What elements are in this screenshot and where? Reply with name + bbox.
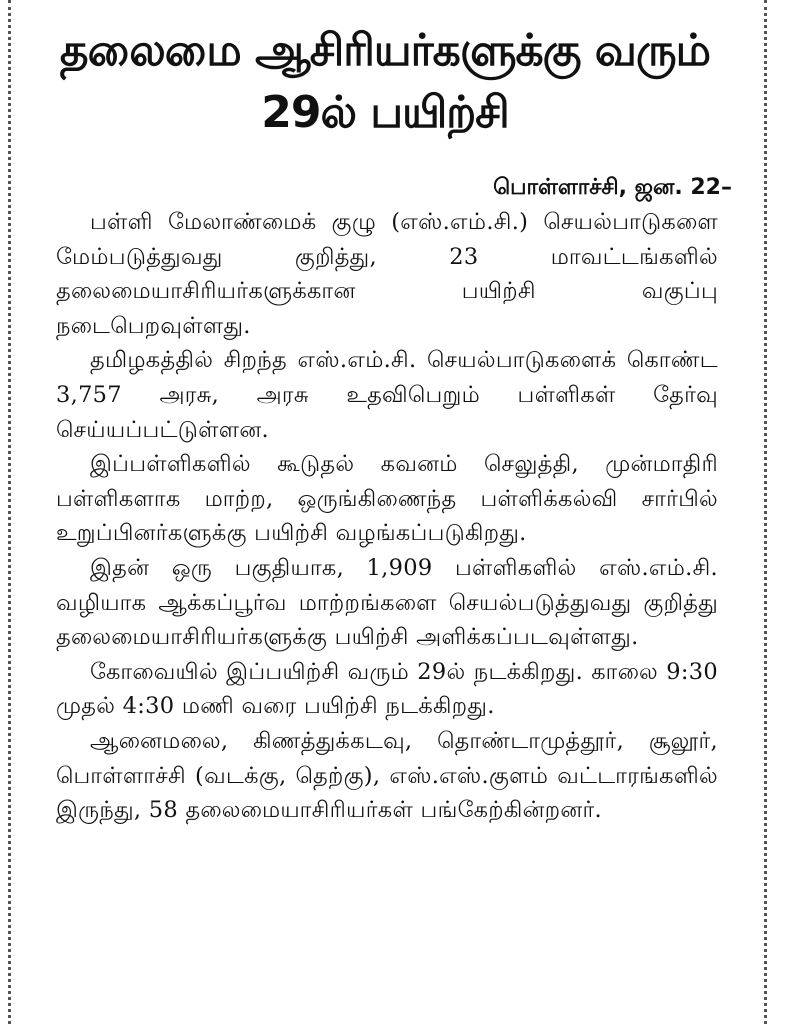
paragraph-6: ஆனைமலை, கிணத்துக்கடவு, தொண்டாமுத்தூர், சூலூர், பொள்ளாச்சி (வடக்கு, தெற்கு), எஸ்.எஸ்.குளம் வட்டாரங்களில் இருந்து, 58 தலைமையாசிரியர்கள் பங்கேற்கின்றனர். [56, 727, 718, 824]
paragraph-2: தமிழகத்தில் சிறந்த எஸ்.எம்.சி. செயல்பாடுகளைக் கொண்ட 3,757 அரசு, அரசு உதவிபெறும் பள்ளிகள் தேர்வு செய்யப்பட்டுள்ளன. [56, 347, 718, 443]
dotted-border-right [764, 0, 767, 1024]
paragraph-3: இப்பள்ளிகளில் கூடுதல் கவனம் செலுத்தி, முன்மாதிரி பள்ளிகளாக மாற்ற, ஒருங்கிணைந்த பள்ளிக்கல்வி சார்பில் உறுப்பினர்களுக்கு பயிற்சி வழங்கப்படுகிறது. [56, 451, 718, 547]
paragraph-5: கோவையில் இப்பயிற்சி வரும் 29ல் நடக்கிறது. காலை 9:30 முதல் 4:30 மணி வரை பயிற்சி நடக்கிறது. [56, 658, 718, 720]
paragraph-1: பள்ளி மேலாண்மைக் குழு (எஸ்.எம்.சி.) செயல்பாடுகளை மேம்படுத்துவது குறித்து, 23 மாவட்டங்களில் தலைமையாசிரியர்களுக்கான பயிற்சி வகுப்பு நடைபெறவுள்ளது. [56, 209, 718, 339]
article-body [56, 205, 718, 828]
headline: தலைமை ஆசிரியர்களுக்கு வரும் 29ல் பயிற்சி [59, 25, 711, 138]
dotted-border-left [8, 0, 11, 1024]
paragraph-4: இதன் ஒரு பகுதியாக, 1,909 பள்ளிகளில் எஸ்.எம்.சி. வழியாக ஆக்கப்பூர்வ மாற்றங்களை செயல்படுத்துவது குறித்து தலைமையாசிரியர்களுக்கு பயிற்சி அளிக்கப்படவுள்ளது. [56, 554, 718, 651]
dateline: பொள்ளாச்சி, ஜன. 22– [493, 175, 732, 200]
